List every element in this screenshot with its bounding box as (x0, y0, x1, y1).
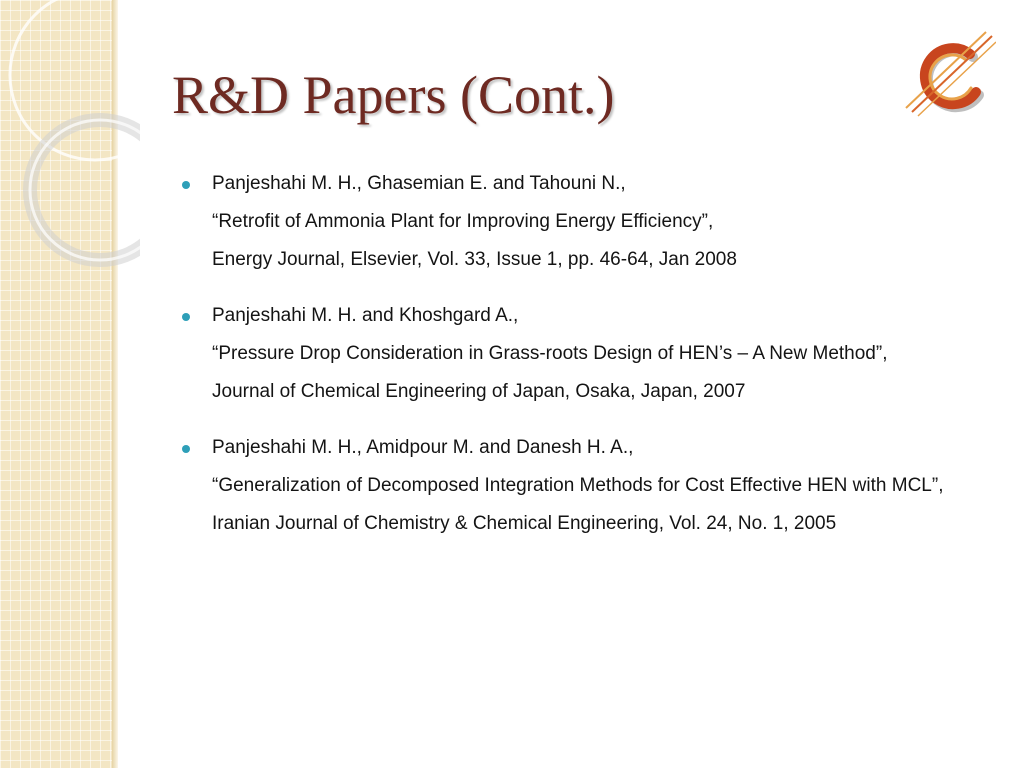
paper-authors: Panjeshahi M. H., Ghasemian E. and Tahouni N., (212, 173, 626, 194)
paper-source: Energy Journal, Elsevier, Vol. 33, Issue 1, pp. 46-64, Jan 2008 (212, 249, 737, 270)
bullet-icon (182, 181, 190, 189)
paper-item-3 (184, 436, 984, 535)
paper-authors: Panjeshahi M. H., Amidpour M. and Danesh H. A., (212, 437, 634, 458)
company-logo-icon (900, 28, 996, 120)
bullet-icon (182, 445, 190, 453)
paper-authors: Panjeshahi M. H. and Khoshgard A., (212, 305, 519, 326)
paper-item-2 (184, 304, 984, 403)
slide-title: R&D Papers (Cont.) (172, 65, 615, 125)
paper-source: Journal of Chemical Engineering of Japan, Osaka, Japan, 2007 (212, 381, 746, 402)
paper-title: “Pressure Drop Consideration in Grass-roots Design of HEN’s – A New Method”, (212, 343, 888, 364)
decorative-rings-icon (0, 0, 140, 300)
paper-title: “Retrofit of Ammonia Plant for Improving Energy Efficiency”, (212, 211, 714, 232)
paper-list (184, 172, 984, 568)
paper-item-1 (184, 172, 984, 271)
bullet-icon (182, 313, 190, 321)
paper-source: Iranian Journal of Chemistry & Chemical Engineering, Vol. 24, No. 1, 2005 (212, 513, 837, 534)
paper-title: “Generalization of Decomposed Integration Methods for Cost Effective HEN with MCL”, (212, 475, 944, 496)
